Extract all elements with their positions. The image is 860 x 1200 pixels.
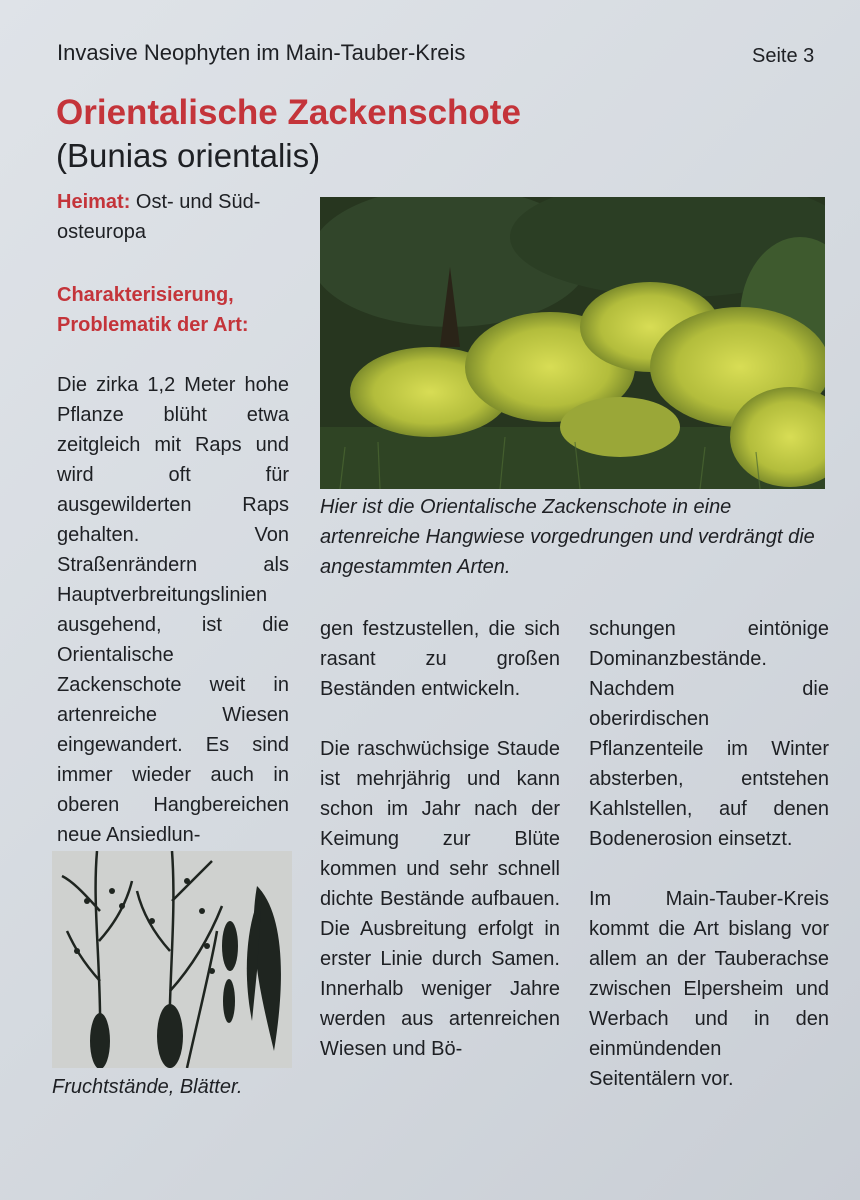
heimat-text: Ost- und Süd-osteuropa [57, 191, 261, 243]
series-title: Invasive Neophyten im Main-Tauber-Kreis [57, 40, 466, 65]
fruit-photo-caption: Fruchtstände, Blätter. [52, 1076, 243, 1098]
body-column-3 [589, 614, 829, 1094]
page-number: Seite 3 [752, 45, 815, 67]
meadow-photo-caption: Hier ist die Orientalische Zackenschote in eine artenreiche Hangwiese vorgedrungen und verdrängt die angestammten Arten. [320, 496, 815, 578]
body-paragraph-1: Die zirka 1,2 Meter hohe Pflanze blüht etwa zeitgleich mit Raps und wird oft für ausgewilderten Raps gehalten. Von Straßenrändern als Hauptverbreitungslinien ausgehend, ist die Orientalische Zackenschote weit in artenreiche Wiesen eingewandert. Es sind immer wieder auch in oberen Hangbereichen neue Ansiedlun- [57, 374, 289, 846]
heimat-paragraph [57, 187, 289, 247]
fruit-leaves-photo [52, 851, 292, 1068]
body-column-1 [57, 370, 289, 850]
body-paragraph-2: gen festzustellen, die sich rasant zu großen Beständen entwickeln. [320, 618, 560, 700]
heimat-label: Heimat: [57, 191, 131, 213]
meadow-illustration [320, 197, 825, 489]
section-heading: Charakterisierung, Problematik der Art: [57, 284, 249, 336]
body-paragraph-5: Im Main-Tauber-Kreis kommt die Art bislang vor allem an der Tauberachse zwischen Elpersheim und Werbach und in den einmündenden Seitentälern vor. [589, 888, 829, 1090]
species-latin-name: (Bunias orientalis) [56, 137, 321, 174]
body-paragraph-4: schungen eintönige Dominanzbestände. Nachdem die oberirdischen Pflanzenteile im Winter absterben, entstehen Kahlstellen, auf denen Bodenerosion einsetzt. [589, 618, 829, 850]
fruit-leaves-illustration [52, 851, 292, 1068]
species-common-name: Orientalische Zackenschote [56, 93, 521, 132]
body-paragraph-3: Die raschwüchsige Staude ist mehrjährig und kann schon im Jahr nach der Keimung zur Blüte kommen und sehr schnell dichte Bestände aufbauen. Die Ausbreitung erfolgt in erster Linie durch Samen. Innerhalb weniger Jahre werden aus artenreichen Wiesen und Bö- [320, 738, 560, 1060]
meadow-photo [320, 197, 825, 489]
body-column-2 [320, 614, 560, 1064]
